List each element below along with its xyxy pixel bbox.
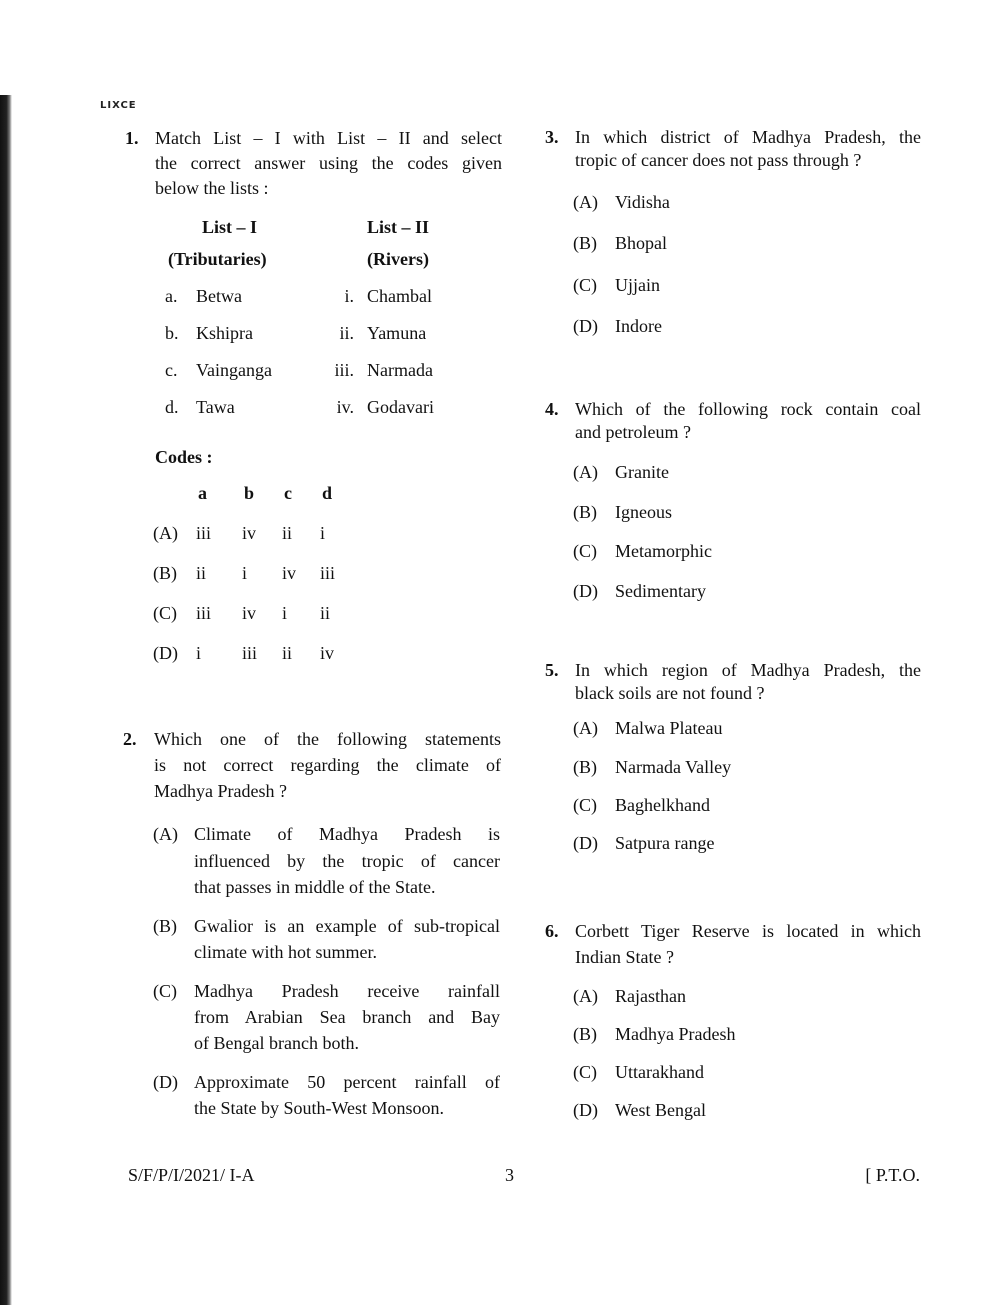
code-header: d xyxy=(322,483,333,503)
code-option-label: (B) xyxy=(153,563,177,583)
code-option-label: (D) xyxy=(153,643,178,663)
list2-key: iv. xyxy=(336,397,354,417)
code-value: ii xyxy=(282,643,293,663)
question-text: Which one of the following statements xyxy=(154,729,501,749)
list2-value: Godavari xyxy=(367,397,434,417)
option-label: (B) xyxy=(573,502,597,522)
option-text: Bhopal xyxy=(615,233,667,253)
page-number: 3 xyxy=(505,1165,514,1185)
code-header: b xyxy=(244,483,255,503)
option-label: (B) xyxy=(573,1024,597,1044)
option-label: (A) xyxy=(573,462,598,482)
option-label: (B) xyxy=(573,233,597,253)
option-text: West Bengal xyxy=(615,1100,707,1120)
question-text: tropic of cancer does not pass through ? xyxy=(575,150,862,170)
option-text: Metamorphic xyxy=(615,541,712,561)
list2-key: iii. xyxy=(334,360,354,380)
header-mark: LIXCE xyxy=(100,100,137,111)
option-label: (C) xyxy=(573,541,597,561)
option-text: Madhya Pradesh receive rainfall xyxy=(194,981,500,1001)
list1-subheading: (Tributaries) xyxy=(168,249,267,269)
code-value: i xyxy=(242,563,248,583)
list2-heading: List – II xyxy=(367,217,430,237)
option-text: Madhya Pradesh xyxy=(615,1024,736,1044)
option-text: Sedimentary xyxy=(615,581,706,601)
code-value: iv xyxy=(242,523,257,543)
option-label: (A) xyxy=(573,718,598,738)
list1-key: b. xyxy=(165,323,179,343)
option-label: (A) xyxy=(153,824,178,844)
list1-key: a. xyxy=(165,286,178,306)
option-label: (C) xyxy=(573,1062,597,1082)
question-number: 2. xyxy=(123,729,137,749)
option-text: Granite xyxy=(615,462,669,482)
question-text: Which of the following rock contain coal xyxy=(575,399,921,419)
code-value: iii xyxy=(320,563,336,583)
list1-value: Tawa xyxy=(196,397,235,417)
question-text: black soils are not found ? xyxy=(575,683,765,703)
list2-subheading: (Rivers) xyxy=(367,249,429,269)
option-label: (D) xyxy=(573,581,598,601)
code-value: iv xyxy=(242,603,257,623)
code-value: iii xyxy=(242,643,258,663)
option-label: (D) xyxy=(573,1100,598,1120)
question-text: Corbett Tiger Reserve is located in which xyxy=(575,921,921,941)
list1-value: Vainganga xyxy=(196,360,272,380)
scan-edge-shadow xyxy=(0,95,12,1305)
code-value: iii xyxy=(196,523,212,543)
question-number: 3. xyxy=(545,127,559,147)
option-label: (D) xyxy=(573,833,598,853)
code-value: iii xyxy=(196,603,212,623)
option-text: Baghelkhand xyxy=(615,795,710,815)
code-value: iv xyxy=(282,563,297,583)
code-value: i xyxy=(320,523,326,543)
list1-heading: List – I xyxy=(202,217,258,237)
question-text: is not correct regarding the climate of xyxy=(154,755,501,775)
code-option-label: (A) xyxy=(153,523,178,543)
code-value: ii xyxy=(196,563,207,583)
list1-key: c. xyxy=(165,360,178,380)
code-option-label: (C) xyxy=(153,603,177,623)
list1-value: Kshipra xyxy=(196,323,253,343)
codes-label: Codes : xyxy=(155,447,213,467)
list2-value: Narmada xyxy=(367,360,433,380)
code-value: i xyxy=(282,603,288,623)
option-text: Approximate 50 percent rainfall of xyxy=(194,1072,500,1092)
question-number: 1. xyxy=(125,128,139,148)
option-text: Rajasthan xyxy=(615,986,686,1006)
list1-key: d. xyxy=(165,397,179,417)
option-label: (B) xyxy=(573,757,597,777)
option-text: Uttarakhand xyxy=(615,1062,704,1082)
code-header: a xyxy=(198,483,207,503)
option-text: Ujjain xyxy=(615,275,660,295)
option-label: (C) xyxy=(153,981,177,1001)
option-label: (C) xyxy=(573,795,597,815)
option-text: from Arabian Sea branch and Bay xyxy=(194,1007,500,1027)
footer-pto: [ P.T.O. xyxy=(865,1165,920,1185)
question-text: Indian State ? xyxy=(575,947,674,967)
option-label: (B) xyxy=(153,916,177,936)
option-text: Malwa Plateau xyxy=(615,718,723,738)
question-text: and petroleum ? xyxy=(575,422,691,442)
option-text: Indore xyxy=(615,316,662,336)
option-text: Gwalior is an example of sub-tropical xyxy=(194,916,500,936)
list1-value: Betwa xyxy=(196,286,242,306)
option-text: Vidisha xyxy=(615,192,670,212)
option-text: Igneous xyxy=(615,502,672,522)
option-label: (A) xyxy=(573,986,598,1006)
option-label: (D) xyxy=(153,1072,178,1092)
question-text: In which district of Madhya Pradesh, the xyxy=(575,127,921,147)
code-value: i xyxy=(196,643,202,663)
option-label: (A) xyxy=(573,192,598,212)
code-value: ii xyxy=(320,603,331,623)
question-text: the correct answer using the codes given xyxy=(155,153,502,173)
question-text: Match List – I with List – II and select xyxy=(155,128,502,148)
list2-key: ii. xyxy=(339,323,354,343)
question-number: 6. xyxy=(545,921,559,941)
option-text: Satpura range xyxy=(615,833,715,853)
code-header: c xyxy=(284,483,292,503)
question-number: 4. xyxy=(545,399,559,419)
option-text: that passes in middle of the State. xyxy=(194,877,436,897)
question-text: below the lists : xyxy=(155,178,269,198)
footer-paper-code: S/F/P/I/2021/ I-A xyxy=(128,1165,255,1185)
question-number: 5. xyxy=(545,660,559,680)
question-text: In which region of Madhya Pradesh, the xyxy=(575,660,921,680)
question-text: Madhya Pradesh ? xyxy=(154,781,287,801)
option-label: (D) xyxy=(573,316,598,336)
list2-key: i. xyxy=(344,286,354,306)
option-text: Climate of Madhya Pradesh is xyxy=(194,824,500,844)
option-text: influenced by the tropic of cancer xyxy=(194,851,500,871)
list2-value: Yamuna xyxy=(367,323,427,343)
option-text: climate with hot summer. xyxy=(194,942,377,962)
option-text: of Bengal branch both. xyxy=(194,1033,359,1053)
list2-value: Chambal xyxy=(367,286,432,306)
option-label: (C) xyxy=(573,275,597,295)
option-text: the State by South-West Monsoon. xyxy=(194,1098,445,1118)
option-text: Narmada Valley xyxy=(615,757,732,777)
code-value: ii xyxy=(282,523,293,543)
code-value: iv xyxy=(320,643,335,663)
